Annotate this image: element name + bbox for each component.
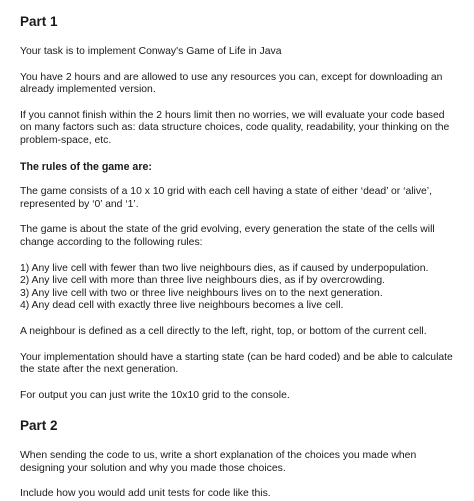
rule-item: 4) Any dead cell with exactly three live neighbours becomes a live cell. [20, 300, 344, 312]
part1-heading: Part 1 [20, 14, 58, 29]
neighbour-paragraph: A neighbour is defined as a cell directly to the left, right, top, or bottom of the current cell. [20, 325, 427, 337]
implementation-paragraph: Your implementation should have a starting state (can be hard coded) and be able to calculate the state after the next generation. [20, 351, 453, 376]
evolution-paragraph: The game is about the state of the grid evolving, every generation the state of the cells will change according to the following rules: [20, 224, 435, 248]
output-paragraph: For output you can just write the 10x10 grid to the console. [20, 389, 290, 401]
time-paragraph: You have 2 hours and are allowed to use any resources you can, except for downloading an already implemented version. [20, 71, 443, 96]
evaluation-paragraph: If you cannot finish within the 2 hours limit then no worries, we will evaluate your code based on many factors such as: data structure choices, code quality, readability, your thinking on the problem-space, etc. [20, 109, 450, 146]
task-paragraph: Your task is to implement Conway's Game of Life in Java [20, 46, 282, 57]
part2-heading: Part 2 [20, 418, 58, 434]
rule-item: 2) Any live cell with more than three live neighbours dies, as if by overcrowding. [20, 275, 386, 287]
unit-tests-paragraph: Include how you would add unit tests for code like this. [20, 488, 271, 500]
rule-item: 3) Any live cell with two or three live neighbours lives on to the next generation. [20, 287, 383, 299]
explanation-paragraph: When sending the code to us, write a short explanation of the choices you made when designing your solution and why you made those choices. [20, 450, 417, 474]
rules-list [20, 263, 456, 313]
rule-item: 1) Any live cell with fewer than two live neighbours dies, as if caused by underpopulation. [20, 262, 429, 274]
rules-heading: The rules of the game are: [20, 160, 152, 173]
grid-paragraph: The game consists of a 10 x 10 grid with each cell having a state of either ‘dead’ or ‘alive’, represented by ‘0’ and ‘1’. [20, 186, 433, 210]
